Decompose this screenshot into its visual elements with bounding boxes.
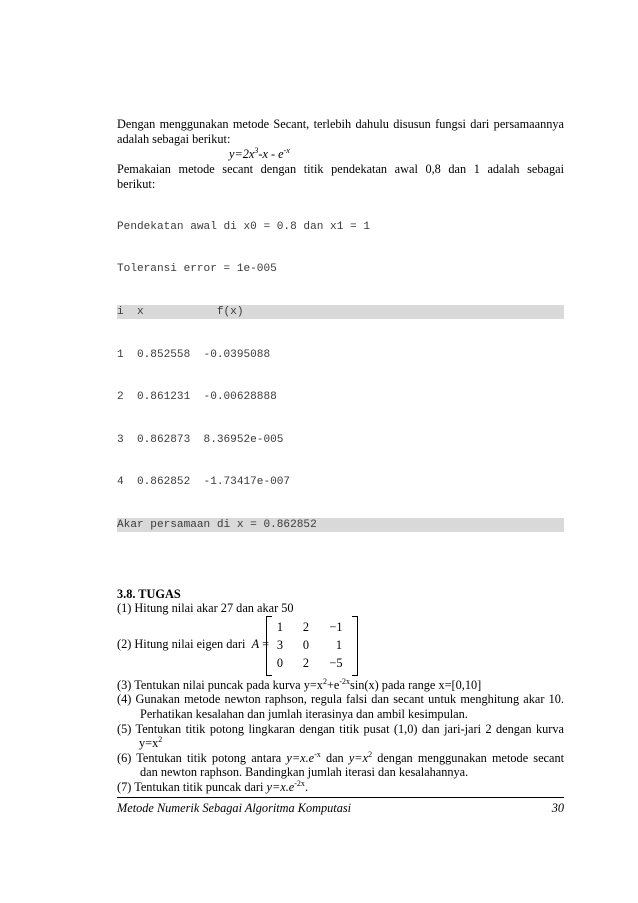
task-item-3-c: sin(x) pada range x=[0,10] xyxy=(350,677,482,692)
task-item-6-c: dengan menggunakan metode secant xyxy=(372,750,565,765)
console-output xyxy=(117,191,564,560)
section-heading: 3.8. TUGAS xyxy=(117,586,181,601)
matrix-variable: A xyxy=(251,636,260,651)
matrix-right-bracket xyxy=(352,616,358,676)
console-line: Pendekatan awal di x0 = 0.8 dan x1 = 1 xyxy=(117,220,370,233)
console-table-row: 1 0.852558 -0.0395088 xyxy=(117,348,271,361)
console-table-row: 4 0.862852 -1.73417e-007 xyxy=(117,476,291,489)
console-result: Akar persamaan di x = 0.862852 xyxy=(117,518,564,532)
task-item-6-sup-2: 2 xyxy=(368,749,373,759)
formula-sup-1: 3 xyxy=(254,146,259,156)
task-item-2-text: (2) Hitung nilai eigen dari xyxy=(117,636,246,651)
console-table-row: 2 0.861231 -0.00628888 xyxy=(117,391,277,404)
matrix-cell: 0 xyxy=(276,655,284,670)
task-item-1: (1) Hitung nilai akar 27 dan akar 50 xyxy=(117,601,294,616)
task-item-5-formula: y=x xyxy=(139,736,159,751)
usage-line-1: Pemakaian metode secant dengan titik pendekatan awal 0,8 dan 1 adalah sebagai xyxy=(117,162,564,177)
task-item-5-line-1: (5) Tentukan titik potong lingkaran dengan titik pusat (1,0) dan jari-jari 2 dengan kurva xyxy=(117,721,564,736)
task-item-6-sup-1: -x xyxy=(314,749,321,759)
task-item-4-line-1: (4) Gunakan metode newton raphson, regula falsi dan secant untuk menghitung akar 10. xyxy=(117,692,564,707)
usage-line-2: berikut: xyxy=(117,176,156,191)
task-item-6-formula-1: y=x.e xyxy=(286,750,315,765)
matrix-cell: 2 xyxy=(302,619,310,634)
task-item-7-a: (7) Tentukan titik puncak dari xyxy=(117,779,267,794)
footer-book-title: Metode Numerik Sebagai Algoritma Komputasi xyxy=(117,801,352,815)
task-item-3 xyxy=(117,678,564,693)
task-item-4-line-2: Perhatikan kesalahan dan jumlah iterasinya dan ambil kesimpulan. xyxy=(140,706,468,721)
footer-page-number: 30 xyxy=(551,801,564,815)
task-item-2-label xyxy=(117,637,269,652)
matrix-equals: = xyxy=(262,636,270,651)
matrix-cell: 3 xyxy=(276,637,284,652)
console-table-header: i x f(x) xyxy=(117,305,564,319)
task-item-3-b: +e xyxy=(326,677,340,692)
footer-divider xyxy=(117,797,564,798)
task-item-6-a: (6) Tentukan titik potong antara xyxy=(117,750,287,765)
task-item-5-sup: 2 xyxy=(158,735,163,745)
task-item-3-sup-2: -2x xyxy=(339,676,351,686)
task-item-6-line-1 xyxy=(117,751,564,766)
matrix-cell: −5 xyxy=(329,655,343,670)
task-item-2 xyxy=(117,616,564,678)
intro-line-1: Dengan menggunakan metode Secant, terlebih dahulu disusun fungsi dari persamaannya xyxy=(117,117,564,131)
intro-line-2: adalah sebagai berikut: xyxy=(117,131,231,146)
secant-function-formula xyxy=(229,147,564,162)
task-item-6-b: dan xyxy=(320,750,349,765)
task-item-5-line-2 xyxy=(117,736,564,751)
matrix-cell: 0 xyxy=(302,637,310,652)
task-item-6-line-2: dan newton raphson. Bandingkan jumlah iterasi dan kesalahannya. xyxy=(140,765,469,780)
matrix-cell: 1 xyxy=(276,619,284,634)
task-item-6-formula-2: y=x xyxy=(348,750,369,765)
task-item-3-sup-1: 2 xyxy=(322,676,327,686)
task-item-7-sup: -2x xyxy=(294,778,305,788)
formula-part-1: y=2x xyxy=(229,147,255,162)
eigen-matrix xyxy=(266,616,358,676)
matrix-cell: 2 xyxy=(302,655,310,670)
formula-part-2: -x - e xyxy=(258,147,284,162)
console-table-row: 3 0.862873 8.36952e-005 xyxy=(117,433,284,446)
page-content xyxy=(117,117,564,794)
console-line: Toleransi error = 1e-005 xyxy=(117,263,277,276)
task-item-3-a: (3) Tentukan nilai puncak pada kurva y=x xyxy=(117,677,323,692)
task-item-7 xyxy=(117,780,564,795)
task-item-7-c: . xyxy=(304,779,309,794)
matrix-cell: −1 xyxy=(329,619,343,634)
task-item-7-formula: y=x.e xyxy=(266,779,295,794)
formula-sup-2: -x xyxy=(283,146,290,156)
matrix-cell: 1 xyxy=(335,637,343,652)
